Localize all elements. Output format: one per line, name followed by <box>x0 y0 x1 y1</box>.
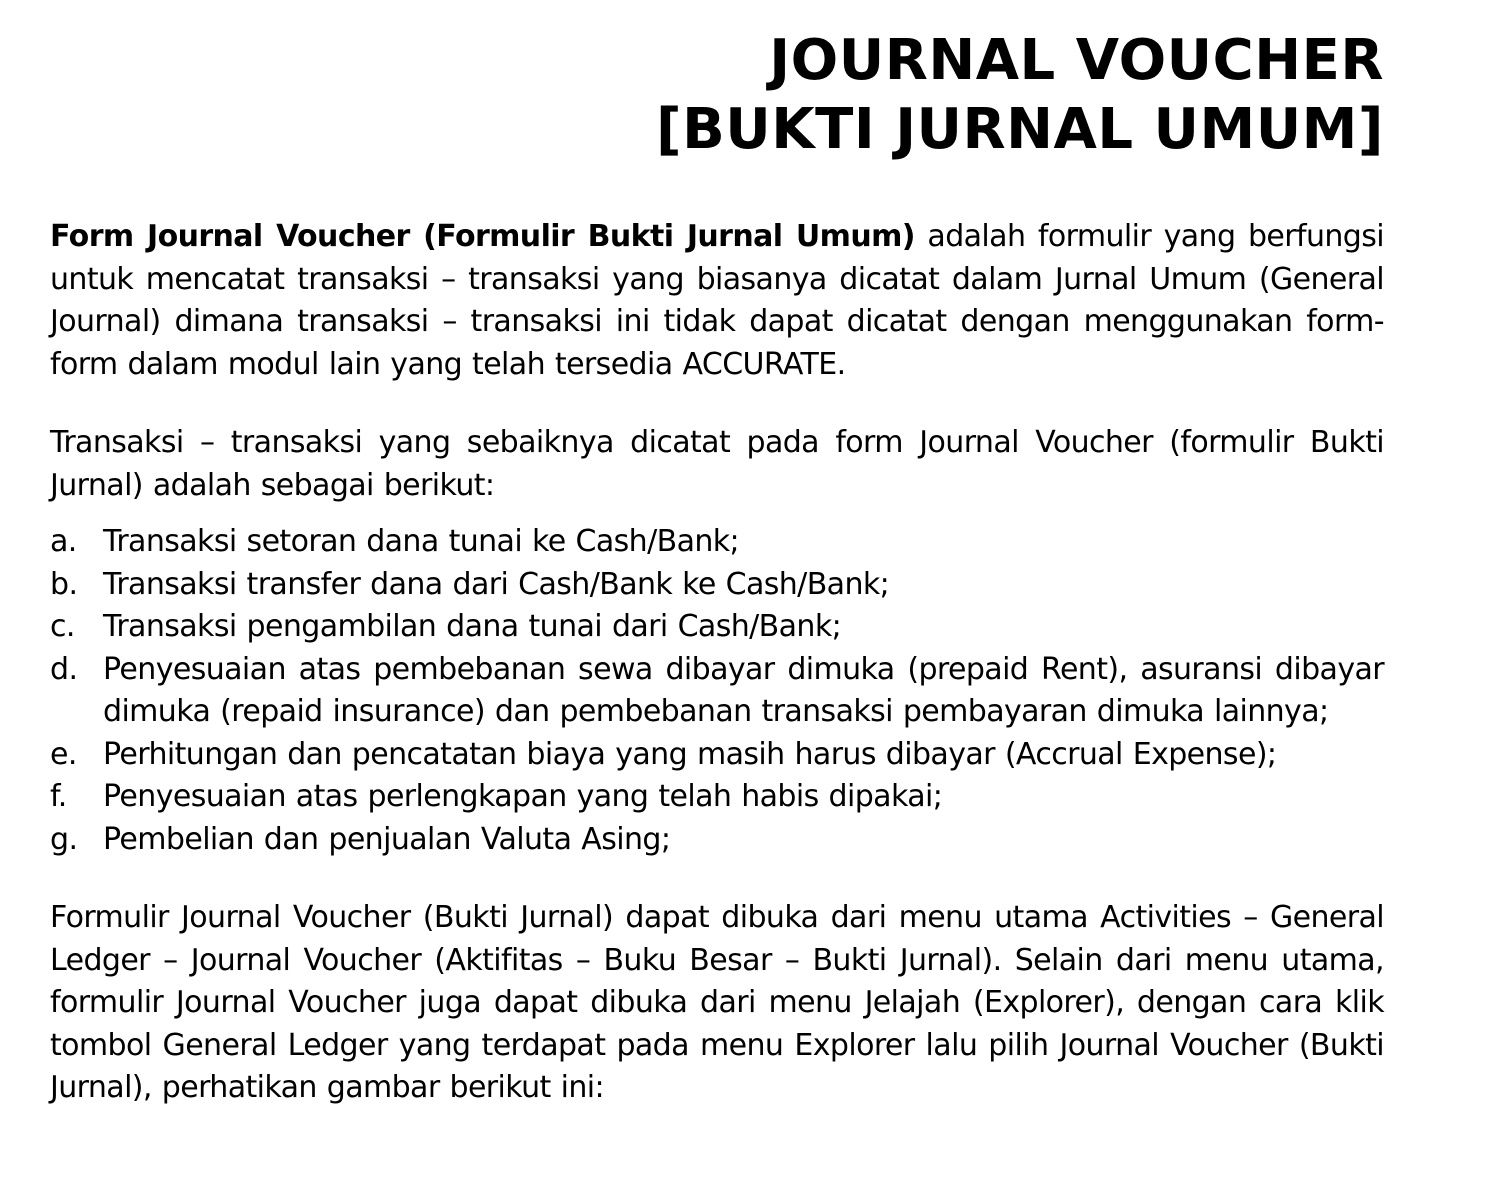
list-item-text: Penyesuaian atas pembebanan sewa dibayar dimuka (prepaid Rent), asuransi dibayar dimuka (repaid insurance) dan pembebanan transaksi pembayaran dimuka lainnya; <box>103 651 1384 729</box>
list-marker: b. <box>50 566 78 602</box>
list-item <box>50 734 1384 777</box>
transaction-list <box>50 521 1384 861</box>
list-marker: d. <box>50 651 78 687</box>
list-item <box>50 606 1384 649</box>
intro-bold-term: Form Journal Voucher (Formulir Bukti Jurnal Umum) <box>50 219 915 254</box>
list-item <box>50 564 1384 607</box>
list-item-text: Transaksi pengambilan dana tunai dari Cash/Bank; <box>103 609 842 644</box>
list-item <box>50 776 1384 819</box>
closing-paragraph: Formulir Journal Voucher (Bukti Jurnal) dapat dibuka dari menu utama Activities – General Ledger – Journal Voucher (Aktifitas – Buku Besar – Bukti Jurnal). Selain dari menu utama, formulir Journal Voucher juga dapat dibuka dari menu Jelajah (Explorer), dengan cara klik tombol General Ledger yang terdapat pada menu Explorer lalu pilih Journal Voucher (Bukti Jurnal), perhatikan gambar berikut ini: <box>50 900 1384 1105</box>
document-title <box>50 0 1384 164</box>
list-marker: e. <box>50 736 77 772</box>
list-item <box>50 649 1384 734</box>
intro-paragraph <box>50 216 1384 386</box>
list-marker: g. <box>50 821 78 857</box>
list-marker: f. <box>50 779 67 814</box>
title-line-2: [BUKTI JURNAL UMUM] <box>656 97 1384 162</box>
list-intro-paragraph: Transaksi – transaksi yang sebaiknya dicatat pada form Journal Voucher (formulir Bukti Jurnal) adalah sebagai berikut: <box>50 425 1384 503</box>
list-marker: c. <box>50 609 75 644</box>
title-line-1: JOURNAL VOUCHER <box>769 28 1384 93</box>
list-item-text: Transaksi transfer dana dari Cash/Bank ke Cash/Bank; <box>103 566 890 602</box>
intro-text: adalah formulir yang berfungsi untuk mencatat transaksi – transaksi yang biasanya dicatat dalam Jurnal Umum (General Journal) dimana transaksi – transaksi ini tidak dapat dicatat dengan menggunakan form-form dalam modul lain yang telah tersedia ACCURATE. <box>50 219 1384 382</box>
list-marker: a. <box>50 524 77 559</box>
list-item-text: Perhitungan dan pencatatan biaya yang masih harus dibayar (Accrual Expense); <box>103 736 1277 772</box>
list-item-text: Penyesuaian atas perlengkapan yang telah habis dipakai; <box>103 779 943 814</box>
list-item <box>50 521 1384 564</box>
list-item <box>50 819 1384 862</box>
list-item-text: Pembelian dan penjualan Valuta Asing; <box>103 821 671 857</box>
list-item-text: Transaksi setoran dana tunai ke Cash/Bank; <box>103 524 740 559</box>
